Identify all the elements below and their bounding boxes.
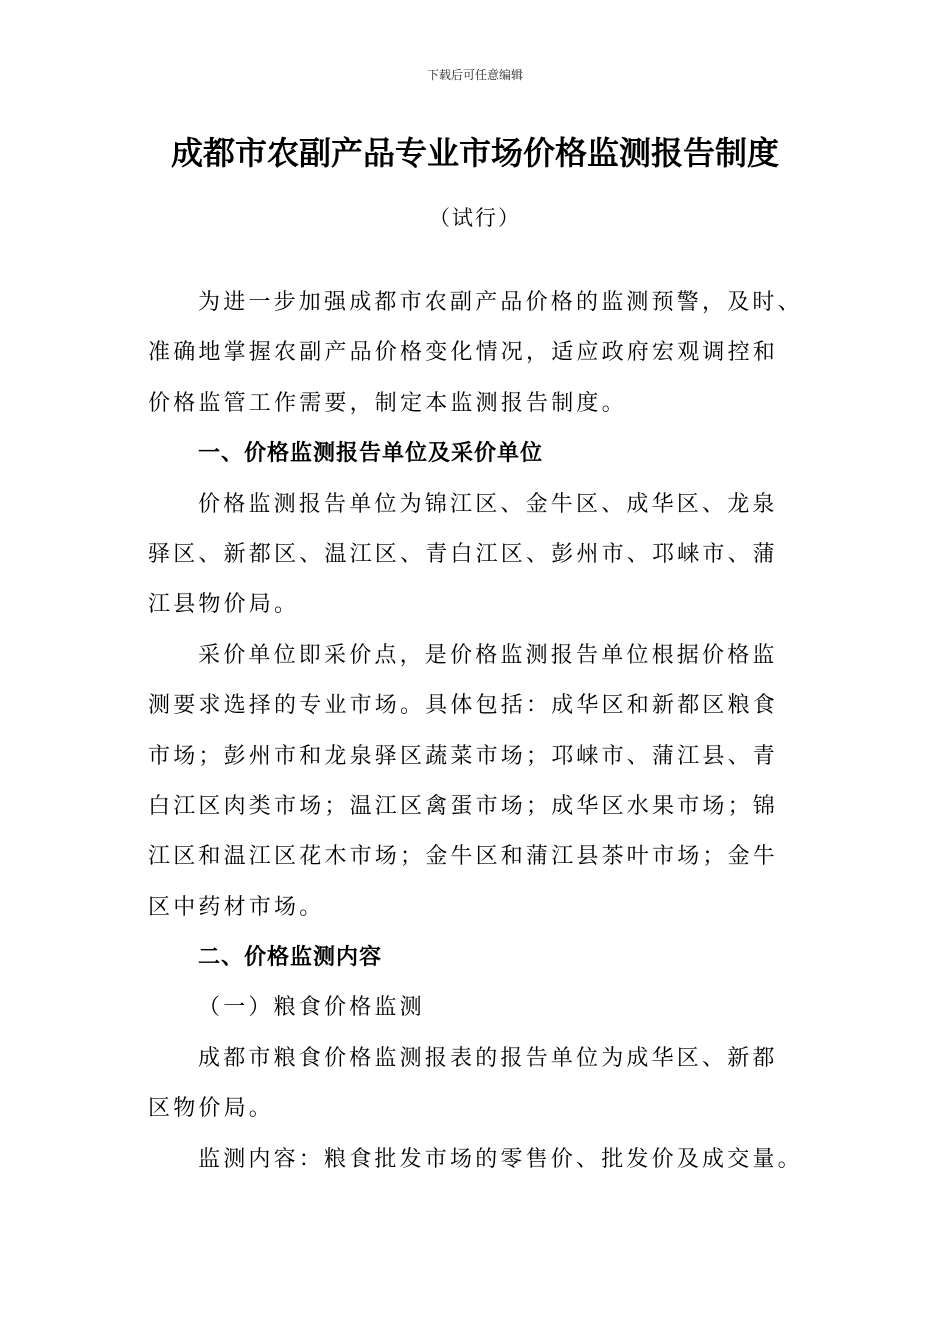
section-heading: 一、价格监测报告单位及采价单位 [198, 441, 544, 467]
body-text-line: （一）粮食价格监测 [198, 995, 425, 1021]
body-text-line: 采价单位即采价点，是价格监测报告单位根据价格监 [198, 642, 778, 668]
body-text-line: 价格监测报告单位为锦江区、金牛区、成华区、龙泉 [198, 491, 778, 517]
body-text-line: 成都市粮食价格监测报表的报告单位为成华区、新都 [198, 1045, 778, 1071]
body-text-line: 监测内容：粮食批发市场的零售价、批发价及成交量。 [198, 1146, 803, 1172]
document-title: 成都市农副产品专业市场价格监测报告制度 [170, 134, 779, 172]
body-text-line: 驿区、新都区、温江区、青白江区、彭州市、邛崃市、蒲 [148, 541, 779, 567]
document-body [148, 278, 808, 1185]
body-text-line: 区物价局。 [148, 1096, 275, 1122]
body-text-line: 准确地掌握农副产品价格变化情况，适应政府宏观调控和 [148, 340, 779, 366]
body-text-line: 白江区肉类市场；温江区禽蛋市场；成华区水果市场；锦 [148, 793, 779, 819]
header-note: 下载后可任意编辑 [426, 68, 523, 82]
body-text-line: 测要求选择的专业市场。具体包括：成华区和新都区粮食 [148, 693, 779, 719]
body-text-line: 江区和温江区花木市场；金牛区和蒲江县茶叶市场；金牛 [148, 844, 779, 870]
section-heading: 二、价格监测内容 [198, 945, 383, 971]
body-text-line: 为进一步加强成都市农副产品价格的监测预警，及时、 [198, 290, 803, 315]
body-text-line: 江县物价局。 [148, 592, 300, 618]
document-subtitle: （试行） [429, 206, 521, 230]
body-text-line: 价格监管工作需要，制定本监测报告制度。 [148, 390, 627, 416]
body-text-line: 区中药材市场。 [148, 894, 325, 920]
body-text-line: 市场；彭州市和龙泉驿区蔬菜市场；邛崃市、蒲江县、青 [148, 743, 779, 769]
